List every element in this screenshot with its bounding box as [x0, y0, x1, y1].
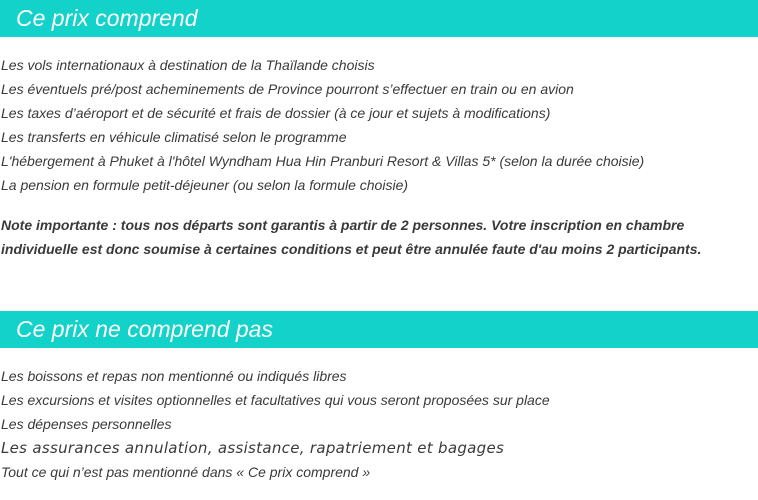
included-list — [1, 53, 644, 197]
included-item: L'hébergement à Phuket à l'hôtel Wyndham Hua Hin Pranburi Resort & Villas 5* (selon la durée choisie) — [1, 153, 645, 169]
included-item: La pension en formule petit-déjeuner (ou selon la formule choisie) — [1, 177, 409, 193]
included-item: Les vols internationaux à destination de la Thaïlande choisis — [1, 57, 375, 73]
included-item: Les taxes d’aéroport et de sécurité et frais de dossier (à ce jour et sujets à modifications) — [1, 105, 551, 121]
excluded-item: Les boissons et repas non mentionné ou indiqués libres — [1, 368, 347, 384]
included-item: Les transferts en véhicule climatisé selon le programme — [1, 129, 347, 145]
included-section-title: Ce prix comprend — [0, 0, 758, 37]
included-item: Les éventuels pré/post acheminements de Province pourront s’effectuer en train ou en avion — [1, 81, 574, 97]
excluded-item: Les assurances annulation, assistance, rapatriement et bagages — [1, 439, 505, 457]
important-note: Note importante : tous nos départs sont garantis à partir de 2 personnes. Votre inscription en chambre individuelle est donc soumise à certaines conditions et peut être annulée faute d'au moins 2 participants. — [1, 217, 702, 257]
excluded-item: Les excursions et visites optionnelles et facultatives qui vous seront proposées sur place — [1, 392, 550, 408]
excluded-section-title: Ce prix ne comprend pas — [0, 311, 758, 348]
excluded-list — [1, 364, 550, 484]
excluded-item: Les dépenses personnelles — [1, 416, 172, 432]
excluded-item: Tout ce qui n’est pas mentionné dans « Ce prix comprend » — [1, 464, 371, 480]
